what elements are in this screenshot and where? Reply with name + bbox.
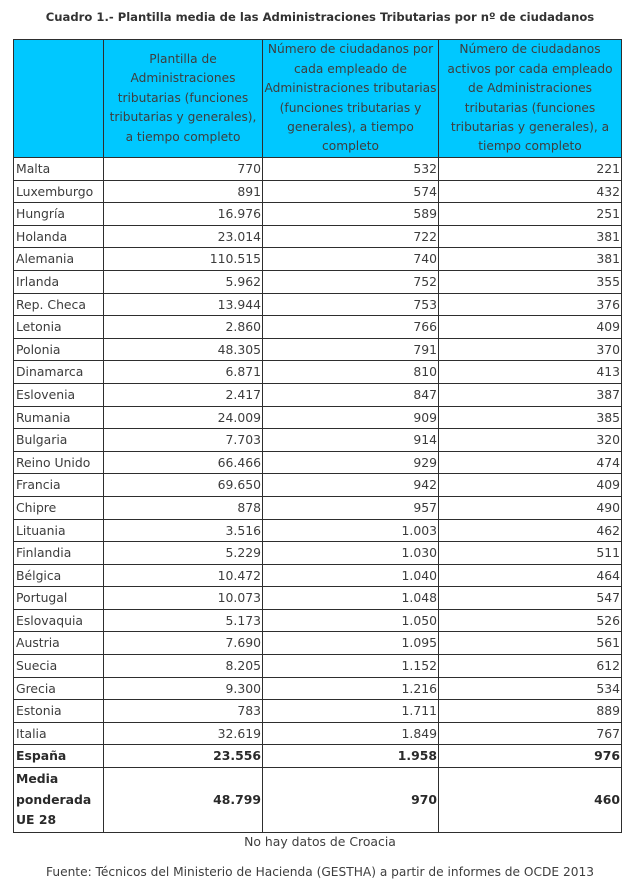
country-cell: Portugal <box>14 587 104 610</box>
ciudadanos-cell: 766 <box>263 316 439 339</box>
plantilla-cell: 891 <box>104 180 263 203</box>
plantilla-cell: 66.466 <box>104 451 263 474</box>
table-row <box>14 203 622 226</box>
ciudadanos-cell: 909 <box>263 406 439 429</box>
plantilla-cell: 5.173 <box>104 609 263 632</box>
table-row <box>14 474 622 497</box>
plantilla-cell: 10.472 <box>104 564 263 587</box>
plantilla-cell: 8.205 <box>104 655 263 678</box>
country-cell: Alemania <box>14 248 104 271</box>
data-table <box>13 39 622 833</box>
plantilla-cell: 24.009 <box>104 406 263 429</box>
country-cell: Finlandia <box>14 542 104 565</box>
ciudadanos-cell: 810 <box>263 361 439 384</box>
table-row <box>14 383 622 406</box>
plantilla-cell: 3.516 <box>104 519 263 542</box>
country-cell: Eslovenia <box>14 383 104 406</box>
country-cell: Polonia <box>14 338 104 361</box>
plantilla-cell: 783 <box>104 700 263 723</box>
ciudadanos-cell: 532 <box>263 158 439 181</box>
ciudadanos-cell: 847 <box>263 383 439 406</box>
table-row <box>14 722 622 745</box>
table-row <box>14 180 622 203</box>
table-row <box>14 293 622 316</box>
table-row <box>14 519 622 542</box>
activos-cell: 612 <box>439 655 622 678</box>
plantilla-cell: 48.799 <box>104 768 263 833</box>
activos-cell: 355 <box>439 270 622 293</box>
activos-cell: 462 <box>439 519 622 542</box>
table-row <box>14 700 622 723</box>
ciudadanos-cell: 722 <box>263 225 439 248</box>
country-cell: Suecia <box>14 655 104 678</box>
plantilla-cell: 770 <box>104 158 263 181</box>
country-cell: Dinamarca <box>14 361 104 384</box>
activos-cell: 511 <box>439 542 622 565</box>
plantilla-cell: 23.556 <box>104 745 263 768</box>
activos-cell: 474 <box>439 451 622 474</box>
table-row <box>14 677 622 700</box>
header-ciudadanos: Número de ciudadanos por cada empleado de Administraciones tributarias (funciones tributarias y generales), a tiempo completo <box>263 40 439 158</box>
ciudadanos-cell: 1.152 <box>263 655 439 678</box>
country-cell: Eslovaquia <box>14 609 104 632</box>
activos-cell: 221 <box>439 158 622 181</box>
plantilla-cell: 6.871 <box>104 361 263 384</box>
plantilla-cell: 13.944 <box>104 293 263 316</box>
country-cell: Bélgica <box>14 564 104 587</box>
country-cell: Holanda <box>14 225 104 248</box>
header-activos: Número de ciudadanos activos por cada empleado de Administraciones tributarias (funciones tributarias y generales), a tiempo completo <box>439 40 622 158</box>
table-row <box>14 361 622 384</box>
activos-cell: 381 <box>439 225 622 248</box>
country-cell: Italia <box>14 722 104 745</box>
ciudadanos-cell: 1.050 <box>263 609 439 632</box>
activos-cell: 460 <box>439 768 622 833</box>
ciudadanos-cell: 1.048 <box>263 587 439 610</box>
activos-cell: 534 <box>439 677 622 700</box>
activos-cell: 413 <box>439 361 622 384</box>
country-cell: Letonia <box>14 316 104 339</box>
ciudadanos-cell: 1.849 <box>263 722 439 745</box>
country-cell: Chipre <box>14 496 104 519</box>
ciudadanos-cell: 1.216 <box>263 677 439 700</box>
ciudadanos-cell: 1.958 <box>263 745 439 768</box>
activos-cell: 370 <box>439 338 622 361</box>
ciudadanos-cell: 752 <box>263 270 439 293</box>
table-row <box>14 587 622 610</box>
country-cell: Lituania <box>14 519 104 542</box>
plantilla-cell: 7.703 <box>104 429 263 452</box>
activos-cell: 385 <box>439 406 622 429</box>
ciudadanos-cell: 1.030 <box>263 542 439 565</box>
table-row <box>14 632 622 655</box>
country-cell: Francia <box>14 474 104 497</box>
table-row <box>14 564 622 587</box>
table-row <box>14 609 622 632</box>
ciudadanos-cell: 942 <box>263 474 439 497</box>
table-row <box>14 496 622 519</box>
ciudadanos-cell: 740 <box>263 248 439 271</box>
table-row <box>14 316 622 339</box>
table-row <box>14 451 622 474</box>
table-row <box>14 338 622 361</box>
header-row <box>14 40 622 158</box>
table-row <box>14 270 622 293</box>
country-cell: Bulgaria <box>14 429 104 452</box>
header-plantilla: Plantilla de Administraciones tributarias (funciones tributarias y generales), a tiempo completo <box>104 40 263 158</box>
activos-cell: 464 <box>439 564 622 587</box>
plantilla-cell: 23.014 <box>104 225 263 248</box>
plantilla-cell: 16.976 <box>104 203 263 226</box>
table-row <box>14 429 622 452</box>
country-cell: Reino Unido <box>14 451 104 474</box>
country-cell: Hungría <box>14 203 104 226</box>
plantilla-cell: 5.962 <box>104 270 263 293</box>
activos-cell: 547 <box>439 587 622 610</box>
activos-cell: 490 <box>439 496 622 519</box>
activos-cell: 767 <box>439 722 622 745</box>
country-cell: Austria <box>14 632 104 655</box>
plantilla-cell: 878 <box>104 496 263 519</box>
country-cell: Rep. Checa <box>14 293 104 316</box>
plantilla-cell: 32.619 <box>104 722 263 745</box>
ciudadanos-cell: 929 <box>263 451 439 474</box>
activos-cell: 376 <box>439 293 622 316</box>
plantilla-cell: 48.305 <box>104 338 263 361</box>
ciudadanos-cell: 589 <box>263 203 439 226</box>
activos-cell: 320 <box>439 429 622 452</box>
ciudadanos-cell: 1.003 <box>263 519 439 542</box>
ciudadanos-cell: 753 <box>263 293 439 316</box>
table-title: Cuadro 1.- Plantilla media de las Administraciones Tributarias por nº de ciudadanos <box>45 10 595 24</box>
activos-cell: 381 <box>439 248 622 271</box>
table-row <box>14 158 622 181</box>
table-row <box>14 248 622 271</box>
activos-cell: 251 <box>439 203 622 226</box>
activos-cell: 889 <box>439 700 622 723</box>
activos-cell: 526 <box>439 609 622 632</box>
country-cell: España <box>14 745 104 768</box>
activos-cell: 976 <box>439 745 622 768</box>
ciudadanos-cell: 791 <box>263 338 439 361</box>
country-cell: Luxemburgo <box>14 180 104 203</box>
plantilla-cell: 110.515 <box>104 248 263 271</box>
country-cell: Rumania <box>14 406 104 429</box>
ciudadanos-cell: 1.711 <box>263 700 439 723</box>
plantilla-cell: 7.690 <box>104 632 263 655</box>
country-cell: Irlanda <box>14 270 104 293</box>
plantilla-cell: 2.417 <box>104 383 263 406</box>
plantilla-cell: 2.860 <box>104 316 263 339</box>
header-country <box>14 40 104 158</box>
ciudadanos-cell: 957 <box>263 496 439 519</box>
ciudadanos-cell: 914 <box>263 429 439 452</box>
table-row <box>14 406 622 429</box>
ciudadanos-cell: 1.040 <box>263 564 439 587</box>
plantilla-cell: 10.073 <box>104 587 263 610</box>
footnote-croatia: No hay datos de Croacia <box>244 834 396 849</box>
source-note: Fuente: Técnicos del Ministerio de Hacienda (GESTHA) a partir de informes de OCDE 2013 <box>46 865 594 879</box>
plantilla-cell: 5.229 <box>104 542 263 565</box>
ciudadanos-cell: 574 <box>263 180 439 203</box>
plantilla-cell: 69.650 <box>104 474 263 497</box>
country-cell: Media ponderada UE 28 <box>14 768 104 833</box>
activos-cell: 561 <box>439 632 622 655</box>
activos-cell: 432 <box>439 180 622 203</box>
row-spain <box>14 745 622 768</box>
row-media-ponderada <box>14 768 622 833</box>
activos-cell: 409 <box>439 316 622 339</box>
activos-cell: 387 <box>439 383 622 406</box>
ciudadanos-cell: 1.095 <box>263 632 439 655</box>
table-row <box>14 542 622 565</box>
plantilla-cell: 9.300 <box>104 677 263 700</box>
table-row <box>14 655 622 678</box>
country-cell: Estonia <box>14 700 104 723</box>
country-cell: Grecia <box>14 677 104 700</box>
activos-cell: 409 <box>439 474 622 497</box>
table-row <box>14 225 622 248</box>
ciudadanos-cell: 970 <box>263 768 439 833</box>
country-cell: Malta <box>14 158 104 181</box>
